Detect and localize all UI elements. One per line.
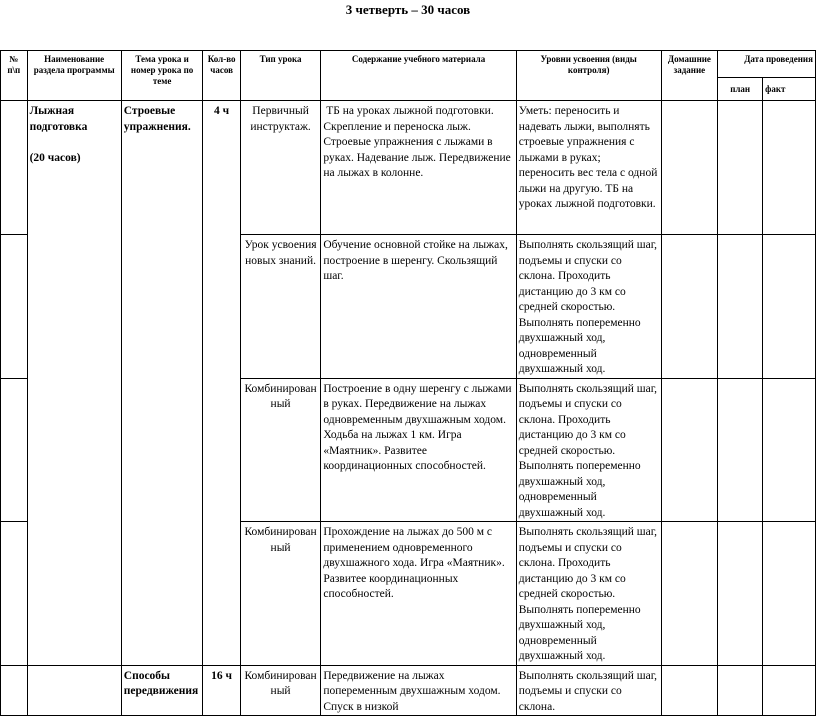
cell-levels: Выполнять скользящий шаг, подъемы и спуски со склона. Проходить дистанцию до 3 км со средней скоростью. Выполнять попеременно двухшажный ход, одновременный двухшажный ход.: [516, 235, 661, 379]
header-homework: Домашние задание: [661, 51, 718, 101]
cell-num: [1, 665, 28, 716]
cell-fact: [763, 378, 816, 522]
table-row: [1, 101, 816, 235]
cell-levels: Уметь: переносить и надевать лыжи, выполнять строевые упражнения с лыжами в руках; переносить вес тела с одной лыжи на другую. ТБ на уроках лыжной подготовки.: [516, 101, 661, 235]
header-hours: Кол-во часов: [203, 51, 240, 101]
header-row: [1, 51, 816, 78]
cell-plan: [718, 101, 763, 235]
cell-fact: [763, 522, 816, 666]
cell-levels: Выполнять скользящий шаг, подъемы и спуски со склона.: [516, 665, 661, 716]
cell-homework: [661, 378, 718, 522]
cell-topic: Строевые упражнения.: [121, 101, 203, 666]
table-row: [1, 665, 816, 716]
cell-content: Передвижение на лыжах попеременным двухшажным ходом. Спуск в низкой: [321, 665, 516, 716]
cell-levels: Выполнять скользящий шаг, подъемы и спуски со склона. Проходить дистанцию до 3 км со средней скоростью. Выполнять попеременно двухшажный ход, одновременный двухшажный ход.: [516, 522, 661, 666]
cell-type: Урок усвоения новых знаний.: [240, 235, 321, 379]
header-type: Тип урока: [240, 51, 321, 101]
cell-plan: [718, 522, 763, 666]
cell-type: Комбинированный: [240, 665, 321, 716]
cell-fact: [763, 101, 816, 235]
cell-homework: [661, 665, 718, 716]
cell-plan: [718, 235, 763, 379]
cell-num: [1, 522, 28, 666]
cell-hours: 16 ч: [203, 665, 240, 716]
cell-section: [27, 101, 121, 666]
cell-section: [27, 665, 121, 716]
page-title: 3 четверть – 30 часов: [345, 2, 471, 17]
cell-homework: [661, 235, 718, 379]
cell-content: Обучение основной стойке на лыжах, построение в шеренгу. Скользящий шаг.: [321, 235, 516, 379]
lesson-plan-table: [0, 50, 816, 716]
cell-homework: [661, 522, 718, 666]
cell-levels: Выполнять скользящий шаг, подъемы и спуски со склона. Проходить дистанцию до 3 км со средней скоростью. Выполнять попеременно двухшажный ход, одновременный двухшажный ход.: [516, 378, 661, 522]
cell-fact: [763, 665, 816, 716]
cell-plan: [718, 378, 763, 522]
header-date: Дата проведения: [718, 51, 816, 78]
section-hours: (20 часов): [29, 151, 81, 164]
header-section: Наименование раздела программы: [27, 51, 121, 101]
header-fact: факт: [763, 78, 816, 101]
header-topic: Тема урока и номер урока по теме: [121, 51, 203, 101]
cell-content: ТБ на уроках лыжной подготовки. Скрепление и переноска лыж. Строевые упражнения с лыжами в руках. Надевание лыж. Передвижение на лыжах в колонне.: [321, 101, 516, 235]
cell-num: [1, 235, 28, 379]
header-content: Содержание учебного материала: [321, 51, 516, 101]
header-levels: Уровни усвоения (виды контроля): [516, 51, 661, 101]
cell-fact: [763, 235, 816, 379]
cell-plan: [718, 665, 763, 716]
section-name: Лыжная подготовка: [29, 105, 88, 133]
cell-type: Первичный инструктаж.: [240, 101, 321, 235]
cell-type: Комбинированный: [240, 378, 321, 522]
cell-homework: [661, 101, 718, 235]
cell-content: Прохождение на лыжах до 500 м с применением одновременного двухшажного хода. Игра «Маятник». Развитее координационных способностей.: [321, 522, 516, 666]
cell-hours: 4 ч: [203, 101, 240, 666]
cell-type: Комбинированный: [240, 522, 321, 666]
cell-num: [1, 101, 28, 235]
cell-topic: Способы передвижения: [121, 665, 203, 716]
cell-content: Построение в одну шеренгу с лыжами в руках. Передвижение на лыжах одновременным двухшажным ходом. Ходьба на лыжах 1 км. Игра «Маятник». Развитее координационных способностей.: [321, 378, 516, 522]
cell-num: [1, 378, 28, 522]
header-num: № п\п: [1, 51, 28, 101]
header-plan: план: [718, 78, 763, 101]
